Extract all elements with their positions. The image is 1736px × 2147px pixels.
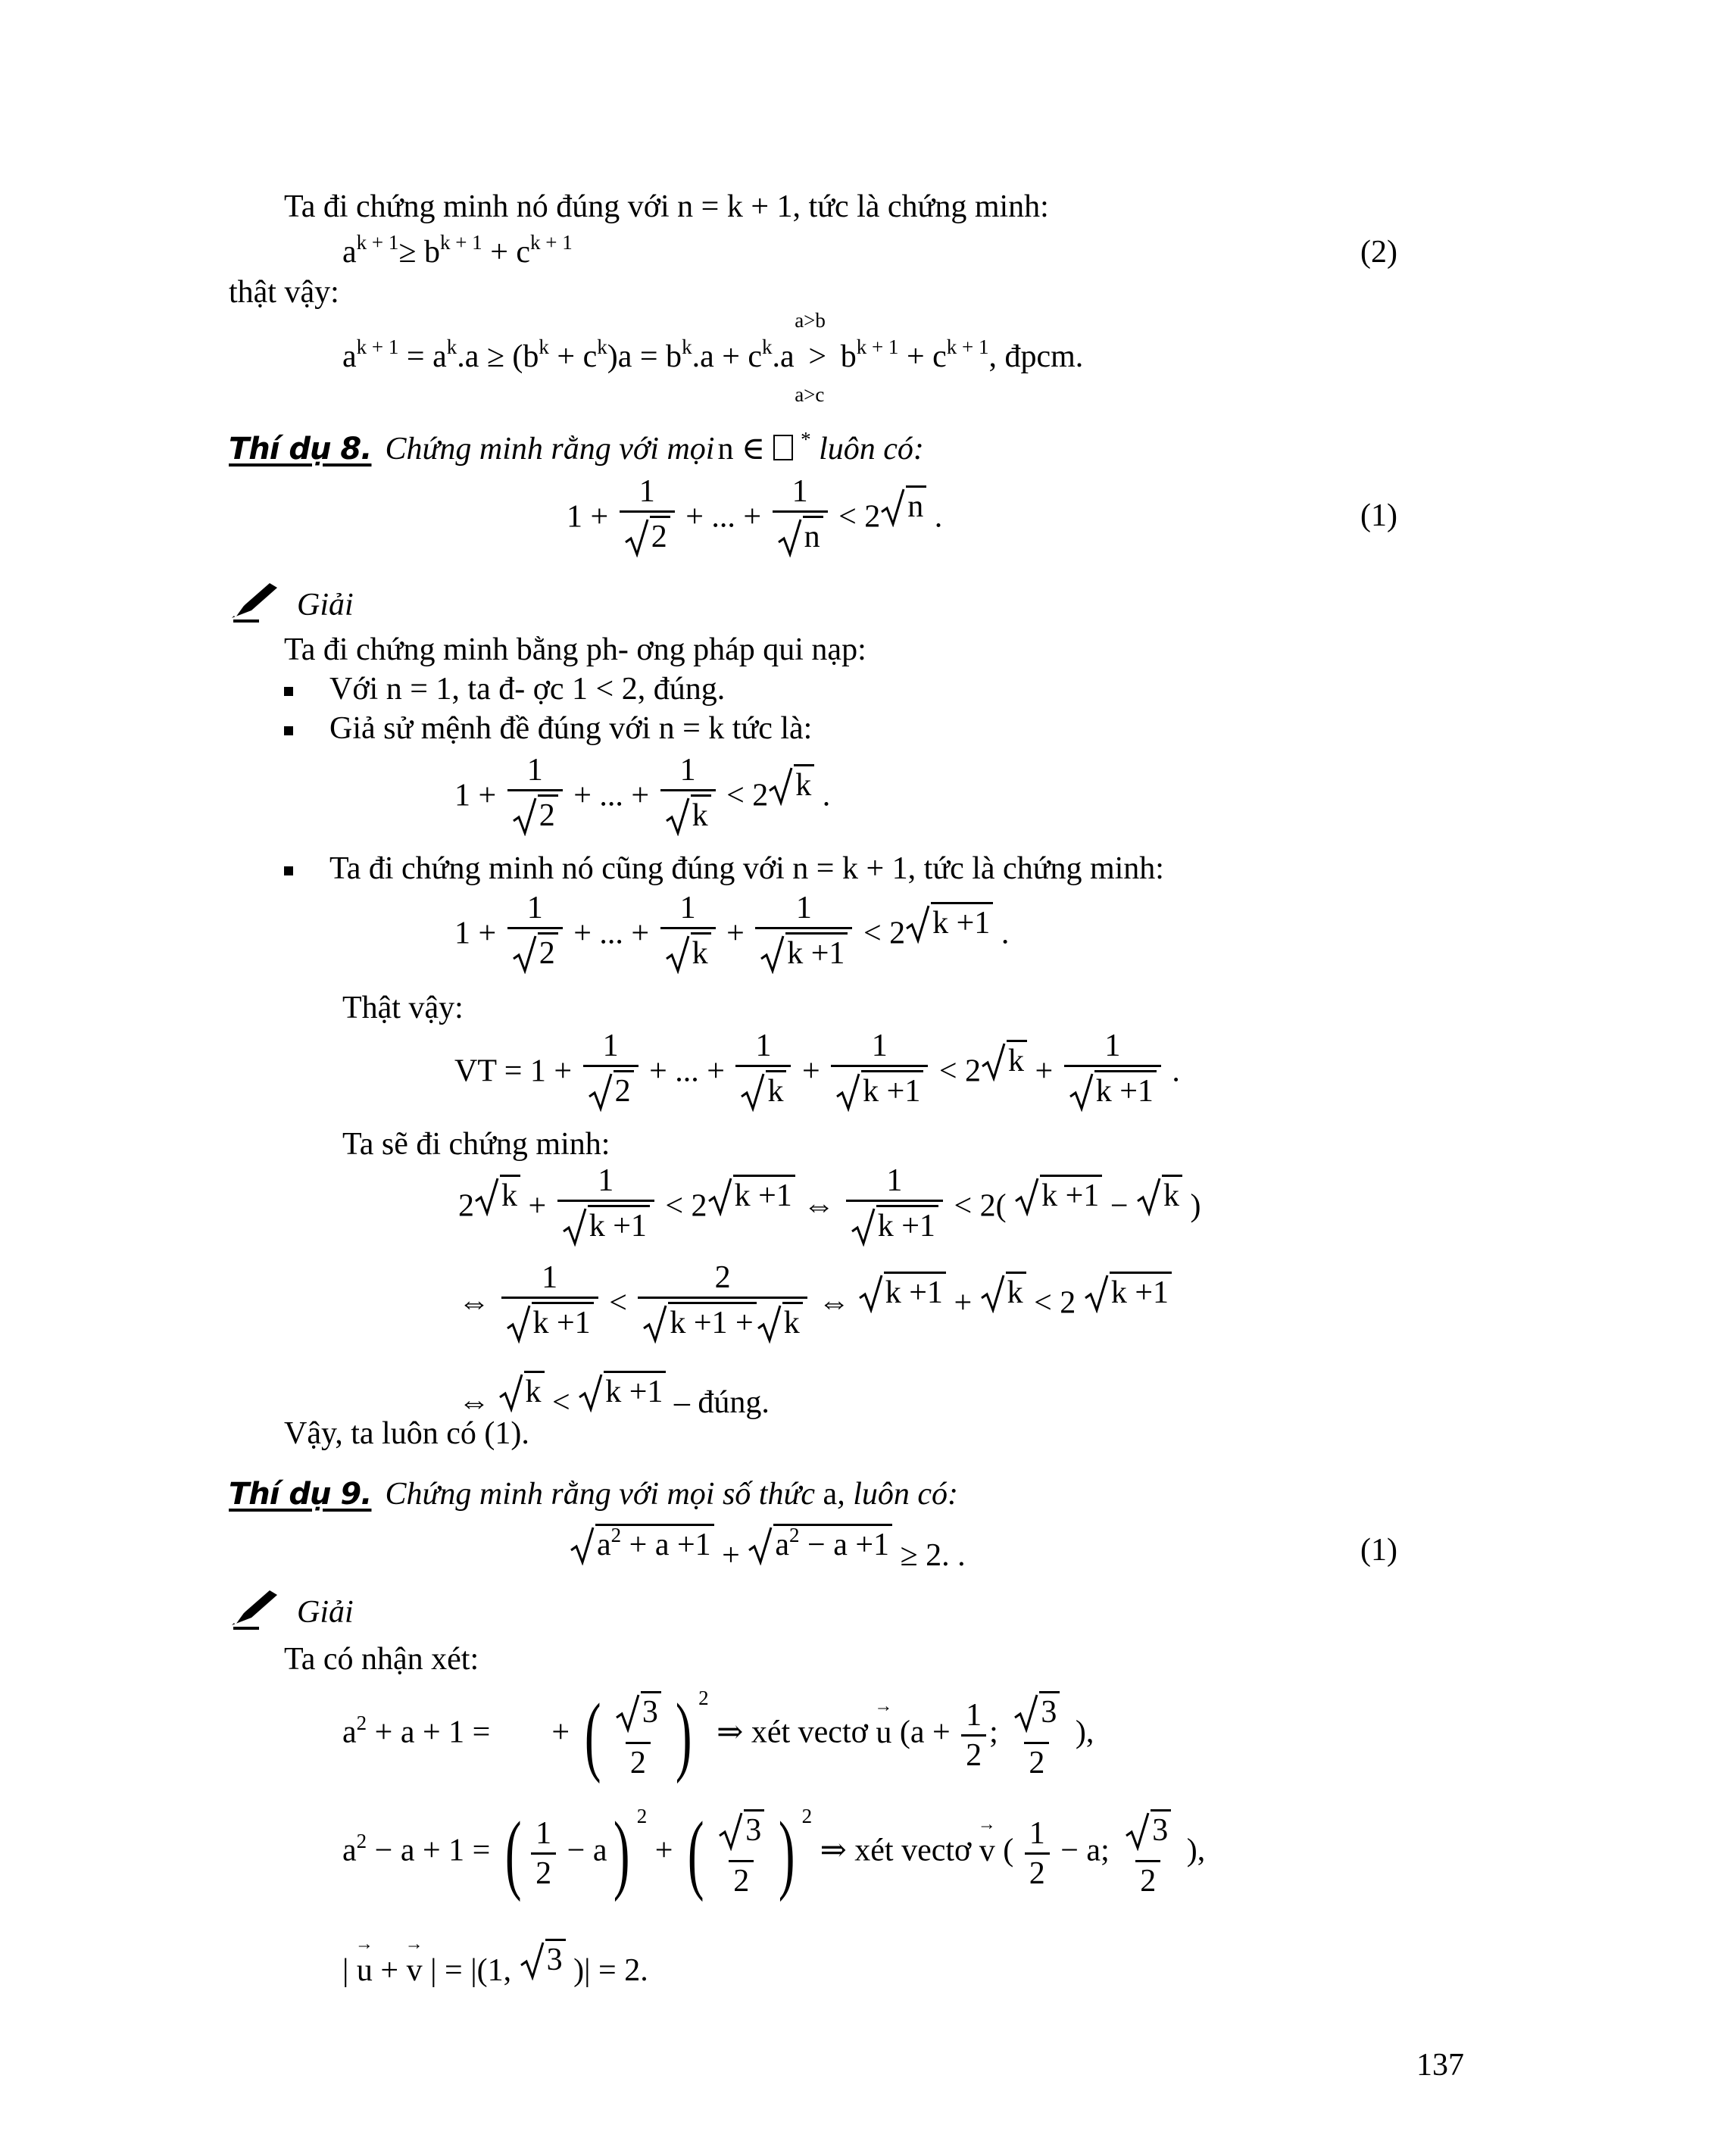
identity-u: $a^2 + a + 1$ = + ( $\frac{3}{2}$ ) $^2$ ⇒ xét vectơ u → (a + $\frac{1}{2}$ ; $\frac{3}{2}$ ), xyxy=(342,1685,1094,1784)
naturals-symbol xyxy=(773,435,793,460)
line-that-vay: thật vậy: xyxy=(229,275,339,310)
ta-se-chung-minh: Ta sẽ đi chứng minh: xyxy=(342,1127,610,1162)
example-8-suffix: luôn có: xyxy=(819,432,924,467)
condition-top: a>b xyxy=(795,309,826,332)
equivalence-1: 2 k + $\frac{1}{k +1}$ < 2 k +1 ⇔ $\frac{1}{k +1}$ < 2( k +1 − k ) xyxy=(458,1165,1201,1253)
bullet-icon xyxy=(284,726,293,735)
vt-expression: VT = 1 + $\frac{1}{2}$ + ... + $\frac{1}{k}$ + $\frac{1}{k +1}$ < 2 k + $\frac{1}{k +1}$ . xyxy=(454,1030,1180,1118)
eq-number-2: (2) xyxy=(1360,235,1397,270)
vector-sum-norm: | u → + v → | = |(1, 3 )| = 2. xyxy=(342,1934,648,1988)
bullet-icon xyxy=(284,866,293,875)
example-9-inequality: $a^2 + a +1$ + $a^2 - a +1$ ≥ 2. . xyxy=(570,1524,966,1571)
inequality-2: $a^{k + 1}\ge b^{k + 1} + c^{k + 1}$ xyxy=(342,231,573,270)
hypothesis-k: 1 + $\frac{1}{2}$ + ... + $\frac{1}{k}$ < 2 k . xyxy=(454,754,830,842)
example-8-label: Thí dụ 8. xyxy=(229,432,372,467)
example-8-header: Thí dụ 8. Chứng minh rằng với mọi n ∈ * luôn có: xyxy=(229,428,924,467)
equivalence-3: ⇔ k < k +1 – đúng. xyxy=(458,1371,770,1418)
condition-bottom: a>c xyxy=(795,383,825,406)
solution-8-intro: Ta đi chứng minh bằng ph- ơng pháp qui nạp: xyxy=(284,632,866,667)
solution-9-heading: Giải xyxy=(229,1590,354,1634)
target-k-plus-1: 1 + $\frac{1}{2}$ + ... + $\frac{1}{k}$ + $\frac{1}{k +1}$ < 2 k +1 . xyxy=(454,892,1009,980)
that-vay-2: Thật vậy: xyxy=(342,991,464,1025)
bullet-1: Với n = 1, ta đ- ợc 1 < 2, đúng. xyxy=(284,673,725,705)
example-9-label: Thí dụ 9. xyxy=(229,1477,372,1512)
pencil-icon xyxy=(229,1590,283,1630)
identity-v: $a^2 - a + 1$ = ( $\frac{1}{2}$ − a) $^2$ + ( $\frac{3}{2}$ ) $^2$ ⇒ xét vectơ v → ( $\frac{1}{2}$ − a; $\frac{3}{2}$ ), xyxy=(342,1803,1206,1902)
bullet-icon xyxy=(284,687,293,696)
example-8-statement: Chứng minh rằng với mọi xyxy=(385,432,715,467)
proof-chain: $a^{k + 1} = a^k.a \ge (b^k + c^k)a = b^k.a + c^k.a$ > a>b a>c $b^{k + 1} + c^{k + 1}$, đpcm. xyxy=(342,309,1084,406)
page-number: 137 xyxy=(1416,2048,1464,2083)
bullet-2: Giả sử mệnh đề đúng với n = k tức là: xyxy=(284,713,812,744)
solution-8-heading: Giải xyxy=(229,583,354,626)
example-8-eq-number: (1) xyxy=(1360,498,1397,533)
example-9-eq-number: (1) xyxy=(1360,1533,1397,1568)
example-8-inequality: 1 + $\frac{1}{2}$ + ... + $\frac{1}{n}$ < 2 n . xyxy=(567,476,942,563)
bullet-3: Ta đi chứng minh nó cũng đúng với n = k + 1, tức là chứng minh: xyxy=(284,853,1164,885)
pencil-icon xyxy=(229,583,283,623)
example-9-header: Thí dụ 9. Chứng minh rằng với mọi số thức a, luôn có: xyxy=(229,1477,958,1512)
line-induction-step: Ta đi chứng minh nó đúng với n = k + 1, tức là chứng minh: xyxy=(284,189,1049,224)
solution-8-conclusion: Vậy, ta luôn có (1). xyxy=(284,1416,529,1451)
solution-9-intro: Ta có nhận xét: xyxy=(284,1642,479,1677)
equivalence-2: ⇔ $\frac{1}{k +1}$ < 2 k +1 + k ⇔ k +1 + k < 2 k +1 xyxy=(458,1262,1172,1350)
